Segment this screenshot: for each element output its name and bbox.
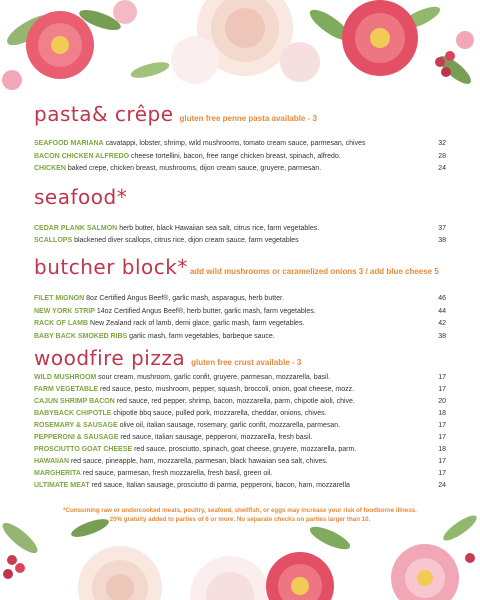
item-name: ULTIMATE MEAT bbox=[34, 482, 90, 489]
item-price: 17 bbox=[438, 434, 446, 441]
section-title-woodfire-pizza bbox=[34, 346, 301, 370]
item-name: BABYBACK CHIPOTLE bbox=[34, 410, 112, 417]
menu-item bbox=[34, 152, 446, 162]
item-name: RACK OF LAMB bbox=[34, 320, 89, 327]
item-description: chipotle bbq sauce, pulled pork, mozzarella, cheddar, onions, chives. bbox=[113, 410, 327, 417]
item-name: WILD MUSHROOM bbox=[34, 374, 97, 381]
item-name: PEPPERONI & SAUSAGE bbox=[34, 434, 119, 441]
section-note-woodfire-pizza: gluten free crust available - 3 bbox=[191, 358, 302, 367]
item-description: red sauce, parmesan, fresh mozzarella, fresh basil, green oil. bbox=[82, 470, 273, 477]
item-name: CEDAR PLANK SALMON bbox=[34, 225, 118, 232]
menu-item bbox=[34, 307, 446, 317]
menu-item bbox=[34, 409, 446, 419]
item-description: 14oz Certified Angus Beef®, herb butter, garlic mash, farm vegetables. bbox=[96, 308, 316, 315]
item-price: 24 bbox=[438, 165, 446, 172]
item-name: SCALLOPS bbox=[34, 237, 73, 244]
menu-item bbox=[34, 139, 446, 149]
section-heading-pasta: pasta& crêpe bbox=[34, 102, 174, 126]
item-price: 17 bbox=[438, 374, 446, 381]
item-price: 17 bbox=[438, 458, 446, 465]
item-description: red sauce, Italian sausage, prosciutto di parma, pepperoni, bacon, ham, mozzarella bbox=[91, 482, 350, 489]
menu-item bbox=[34, 385, 446, 395]
item-description: New Zealand rack of lamb, demi glace, garlic mash, farm vegetables. bbox=[90, 320, 305, 327]
menu-item bbox=[34, 421, 446, 431]
item-description: garlic mash, farm vegetables, barbeque sauce. bbox=[129, 333, 275, 340]
item-description: cheese tortellini, bacon, free range chicken breast, spinach, alfredo. bbox=[130, 153, 341, 160]
item-name: NEW YORK STRIP bbox=[34, 308, 95, 315]
menu-item bbox=[34, 481, 446, 491]
section-note-butcher-block: add wild mushrooms or caramelized onions 3 / add blue cheese 5 bbox=[189, 267, 439, 276]
disclaimer-line-1: *Consuming raw or undercooked meats, poultry, seafood, shellfish, or eggs may increase your risk of foodborne illness. bbox=[63, 507, 417, 514]
menu-item bbox=[34, 164, 446, 174]
item-price: 37 bbox=[438, 225, 446, 232]
item-description: cavatappi, lobster, shrimp, wild mushrooms, tomato cream sauce, parmesan, chives bbox=[105, 140, 366, 147]
item-name: MARGHERITA bbox=[34, 470, 81, 477]
item-price: 28 bbox=[438, 153, 446, 160]
menu-item bbox=[34, 224, 446, 234]
item-price: 17 bbox=[438, 422, 446, 429]
item-description: red sauce, red pepper, shrimp, bacon, mozzarella, parm, chipotle aioli, chive. bbox=[116, 398, 355, 405]
item-price: 44 bbox=[438, 308, 446, 315]
item-name: BABY BACK SMOKED RIBS bbox=[34, 333, 128, 340]
item-price: 17 bbox=[438, 470, 446, 477]
menu-item bbox=[34, 236, 446, 246]
item-price: 46 bbox=[438, 295, 446, 302]
item-name: HAWAIIAN bbox=[34, 458, 69, 465]
item-name: ROSEMARY & SAUSAGE bbox=[34, 422, 118, 429]
item-description: red sauce, pineapple, ham, mozzarella, parmesan, black hawaiian sea salt, chives. bbox=[70, 458, 328, 465]
menu-item bbox=[34, 319, 446, 329]
item-description: herb butter, black Hawaiian sea salt, citrus rice, farm vegetables. bbox=[119, 225, 320, 232]
item-description: red sauce, italian sausage, pepperoni, mozzarella, fresh basil. bbox=[120, 434, 313, 441]
item-price: 20 bbox=[438, 398, 446, 405]
section-heading-seafood: seafood* bbox=[34, 185, 128, 209]
item-price: 18 bbox=[438, 410, 446, 417]
menu-item bbox=[34, 457, 446, 467]
menu-item bbox=[34, 469, 446, 479]
floral-border-top bbox=[0, 0, 480, 100]
section-title-pasta bbox=[34, 102, 317, 126]
item-price: 42 bbox=[438, 320, 446, 327]
menu-item bbox=[34, 445, 446, 455]
item-price: 38 bbox=[438, 333, 446, 340]
item-price: 32 bbox=[438, 140, 446, 147]
item-price: 38 bbox=[438, 237, 446, 244]
item-name: SEAFOOD MARIANA bbox=[34, 140, 104, 147]
item-description: sour cream, mushroom, garlic confit, gruyere, parmesan, mozzarella, basil. bbox=[98, 374, 331, 381]
menu-item bbox=[34, 433, 446, 443]
section-note-pasta: gluten free penne pasta available - 3 bbox=[179, 114, 317, 123]
section-heading-butcher-block: butcher block* bbox=[34, 255, 188, 279]
item-price: 18 bbox=[438, 446, 446, 453]
item-name: BACON CHICKEN ALFREDO bbox=[34, 153, 130, 160]
item-name: FILET MIGNON bbox=[34, 295, 85, 302]
item-name: CAJUN SHRIMP BACON bbox=[34, 398, 115, 405]
item-description: red sauce, pesto, mushroom, pepper, squash, broccoli, onion, goat cheese, mozz. bbox=[100, 386, 355, 393]
item-price: 17 bbox=[438, 386, 446, 393]
item-price: 24 bbox=[438, 482, 446, 489]
item-description: olive oil, italian sausage, rosemary, garlic confit, mozzarella, parmesan. bbox=[119, 422, 341, 429]
section-title-seafood bbox=[34, 185, 127, 209]
item-description: 8oz Certified Angus Beef®, garlic mash, asparagus, herb butter. bbox=[86, 295, 284, 302]
disclaimer-line-2: 20% gratuity added to parties of 6 or more. No separate checks on parties larger than 10. bbox=[109, 516, 371, 523]
menu-item bbox=[34, 373, 446, 383]
menu-item bbox=[34, 332, 446, 342]
section-heading-woodfire-pizza: woodfire pizza bbox=[34, 346, 186, 370]
floral-border-bottom bbox=[0, 508, 480, 600]
item-description: baked crepe, chicken breast, mushrooms, dijon cream sauce, gruyere, parmesan. bbox=[67, 165, 322, 172]
item-description: red sauce, prosciutto, spinach, goat cheese, gruyere, mozzarella, parm. bbox=[134, 446, 357, 453]
menu-item bbox=[34, 397, 446, 407]
item-name: CHICKEN bbox=[34, 165, 66, 172]
item-description: blackened diver scallops, citrus rice, dijon cream sauce, farm vegetables bbox=[74, 237, 299, 244]
menu-item bbox=[34, 294, 446, 304]
item-name: PROSCIUTTO GOAT CHEESE bbox=[34, 446, 133, 453]
item-name: FARM VEGETABLE bbox=[34, 386, 99, 393]
section-title-butcher-block bbox=[34, 255, 439, 279]
